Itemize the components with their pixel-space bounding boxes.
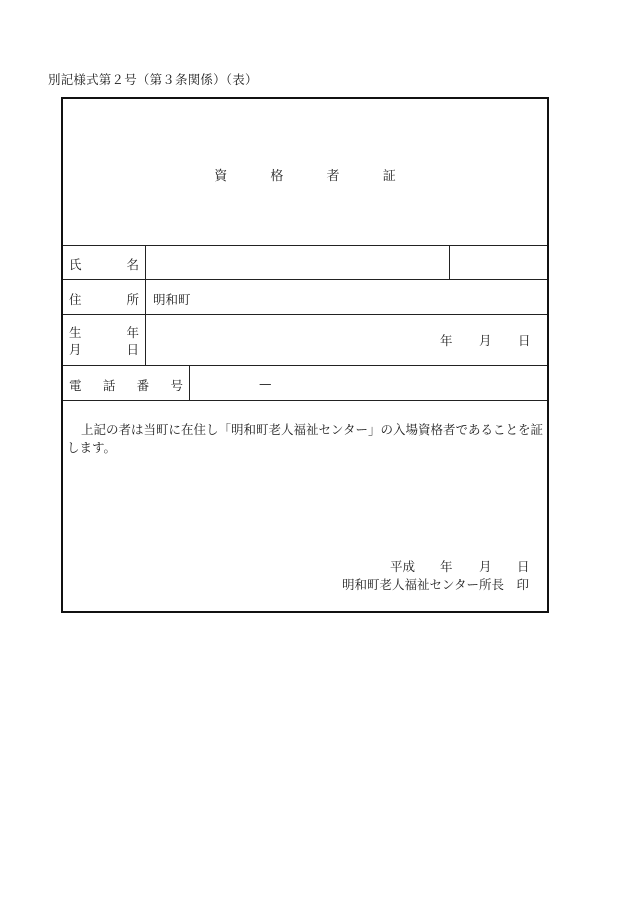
birthdate-label-cell: [63, 315, 146, 365]
title-area: [63, 99, 547, 246]
birthdate-label-line1: 生 年: [69, 325, 139, 340]
phone-row: [63, 366, 547, 401]
name-extra-cell[interactable]: [450, 246, 547, 279]
phone-value[interactable]: —: [259, 376, 272, 391]
birth-year-label: 年: [440, 333, 453, 348]
address-label-cell: [63, 280, 146, 314]
phone-label: 電 話 番 号: [69, 378, 183, 393]
form-number-label: 別記様式第２号（第３条関係）（表）: [48, 72, 258, 87]
address-row: [63, 280, 547, 315]
birth-month-label: 月: [479, 333, 492, 348]
address-label: 住 所: [69, 292, 139, 307]
certificate-title: [63, 165, 547, 184]
birth-day-label: 日: [518, 333, 531, 348]
issue-date: 平成 年 月 日: [390, 559, 530, 574]
address-value[interactable]: 明和町: [153, 292, 191, 307]
name-label: 氏 名: [69, 257, 139, 272]
name-input-cell[interactable]: [146, 246, 450, 279]
birthdate-row: [63, 315, 547, 366]
issuer-signature: 明和町老人福祉センター所長 印: [341, 577, 529, 592]
title-char: 証: [382, 169, 396, 184]
name-row: [63, 246, 547, 280]
birthdate-label-line2: 月 日: [69, 342, 139, 357]
phone-label-cell: [63, 366, 190, 400]
certificate-form: [61, 97, 549, 613]
title-char: 格: [270, 169, 284, 184]
title-char: 資: [214, 169, 228, 184]
certification-statement: 上記の者は当町に在住し「明和町老人福祉センター」の入場資格者であることを証します。: [67, 422, 544, 455]
name-label-cell: [63, 246, 146, 279]
title-char: 者: [326, 169, 340, 184]
